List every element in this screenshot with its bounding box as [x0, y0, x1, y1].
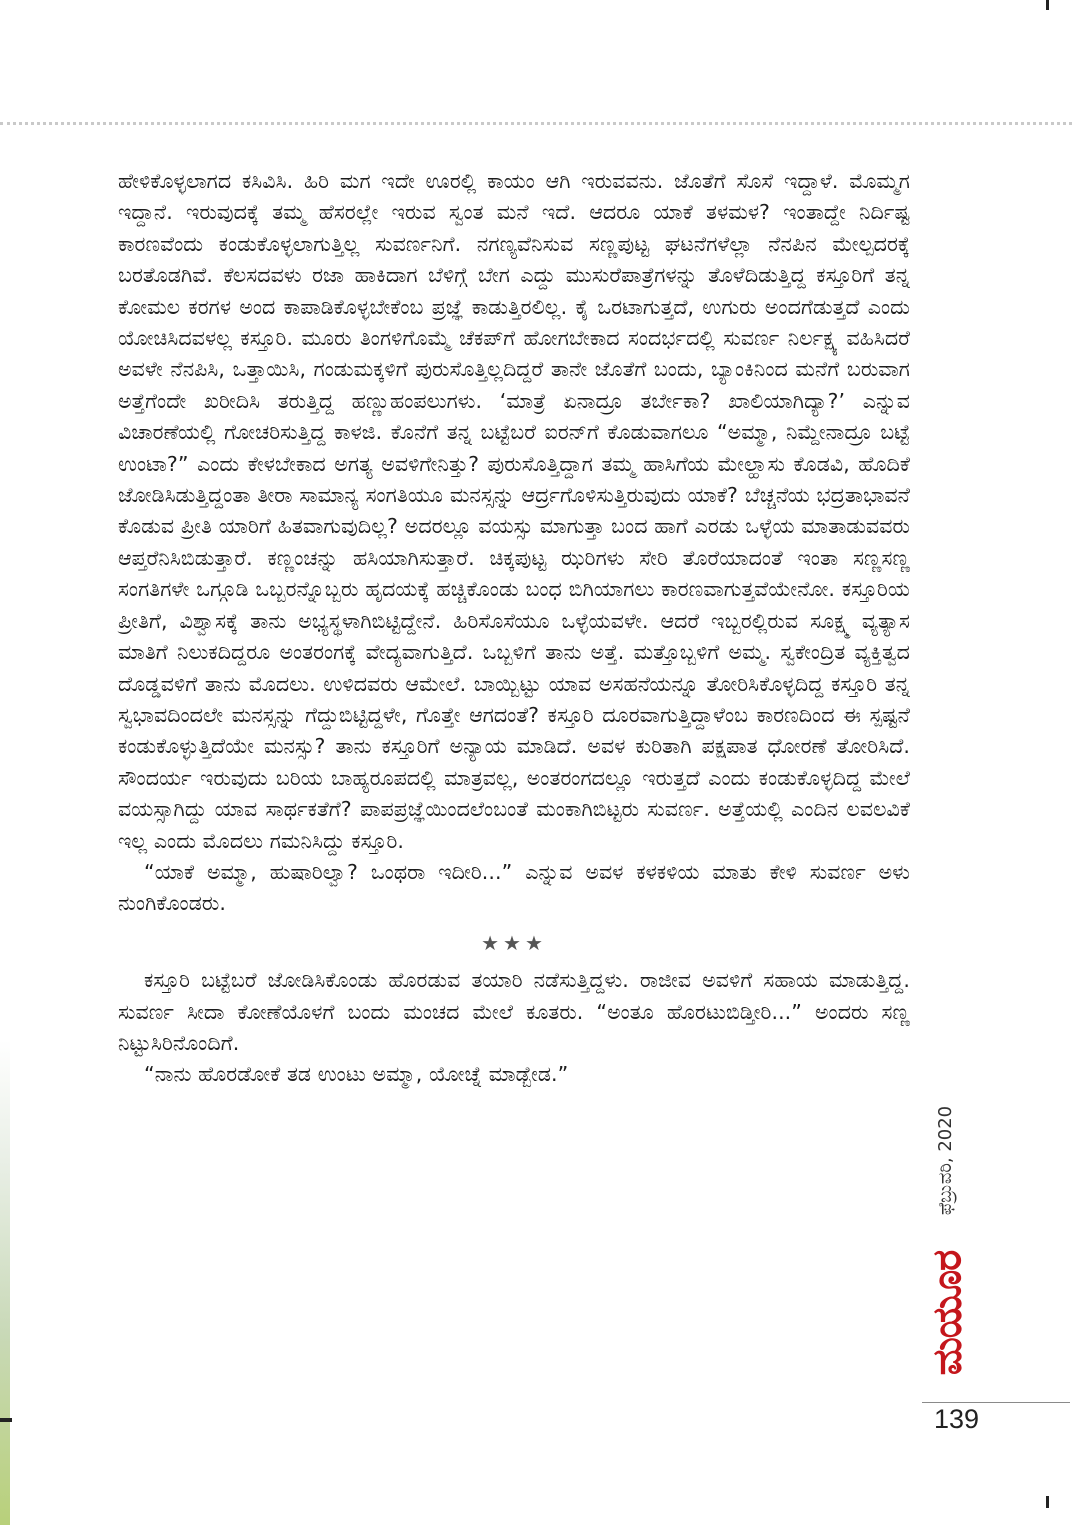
paragraph-3: ಕಸ್ತೂರಿ ಬಟ್ಟೆಬರೆ ಜೋಡಿಸಿಕೊಂಡು ಹೊರಡುವ ತಯಾರಿ ನಡೆಸುತ್ತಿದ್ದಳು. ರಾಜೀವ ಅವಳಿಗೆ ಸಹಾಯ ಮಾಡುತ್ತಿದ್ದ. ಸುವರ್ಣ ಸೀದಾ ಕೋಣೆಯೊಳಗೆ ಬಂದು ಮಂಚದ ಮೇಲೆ ಕೂತರು. “ಅಂತೂ ಹೊರಟುಬಿಡ್ತೀರಿ...” ಅಂದರು ಸಣ್ಣ ನಿಟ್ಟುಸಿರಿನೊಂದಿಗೆ. [118, 968, 910, 1055]
crop-mark-bottom-right [1046, 1496, 1049, 1508]
article-body [118, 166, 910, 1091]
section-break-stars: ★★★ [481, 930, 547, 955]
left-edge-gradient-strip [0, 1040, 10, 1525]
paragraph-4: “ನಾನು ಹೊರಡೋಕೆ ತಡ ಉಂಟು ಅಮ್ಮಾ, ಯೋಚ್ನೆ ಮಾಡ್ಬೇಡ.” [144, 1062, 569, 1087]
paragraph-1: ಹೇಳಿಕೊಳ್ಳಲಾಗದ ಕಸಿವಿಸಿ. ಹಿರಿ ಮಗ ಇದೇ ಊರಲ್ಲಿ ಕಾಯಂ ಆಗಿ ಇರುವವನು. ಜೊತೆಗೆ ಸೊಸೆ ಇದ್ದಾಳೆ. ಮೊಮ್ಮಗ ಇದ್ದಾನೆ. ಇರುವುದಕ್ಕೆ ತಮ್ಮ ಹೆಸರಲ್ಲೇ ಇರುವ ಸ್ವಂತ ಮನೆ ಇದೆ. ಆದರೂ ಯಾಕೆ ತಳಮಳ? ಇಂತಾದ್ದೇ ನಿರ್ದಿಷ್ಟ ಕಾರಣವೆಂದು ಕಂಡುಕೊಳ್ಳಲಾಗುತ್ತಿಲ್ಲ ಸುವರ್ಣನಿಗೆ. ನಗಣ್ಯವೆನಿಸುವ ಸಣ್ಣಪುಟ್ಟ ಘಟನೆಗಳೆಲ್ಲಾ ನೆನಪಿನ ಮೇಲ್ಪದರಕ್ಕೆ ಬರತೊಡಗಿವೆ. ಕೆಲಸದವಳು ರಜಾ ಹಾಕಿದಾಗ ಬೆಳಿಗ್ಗೆ ಬೇಗ ಎದ್ದು ಮುಸುರೆಪಾತ್ರೆಗಳನ್ನು ತೊಳೆದಿಡುತ್ತಿದ್ದ ಕಸ್ತೂರಿಗೆ ತನ್ನ ಕೋಮಲ ಕರಗಳ ಅಂದ ಕಾಪಾಡಿಕೊಳ್ಳಬೇಕೆಂಬ ಪ್ರಜ್ಞೆ ಕಾಡುತ್ತಿರಲಿಲ್ಲ. ಕೈ ಒರಟಾಗುತ್ತದೆ, ಉಗುರು ಅಂದಗೆಡುತ್ತದೆ ಎಂದು ಯೋಚಿಸಿದವಳಲ್ಲ ಕಸ್ತೂರಿ. ಮೂರು ತಿಂಗಳಿಗೊಮ್ಮೆ ಚೆಕಪ್‌ಗೆ ಹೋಗಬೇಕಾದ ಸಂದರ್ಭದಲ್ಲಿ ಸುವರ್ಣ ನಿರ್ಲಕ್ಷ್ಯ ವಹಿಸಿದರೆ ಅವಳೇ ನೆನಪಿಸಿ, ಒತ್ತಾಯಿಸಿ, ಗಂಡುಮಕ್ಕಳಿಗೆ ಪುರುಸೊತ್ತಿಲ್ಲದಿದ್ದರೆ ತಾನೇ ಜೊತೆಗೆ ಬಂದು, ಬ್ಯಾಂಕಿನಿಂದ ಮನೆಗೆ ಬರುವಾಗ ಅತ್ತೆಗೆಂದೇ ಖರೀದಿಸಿ ತರುತ್ತಿದ್ದ ಹಣ್ಣುಹಂಪಲುಗಳು. ‘ಮಾತ್ರೆ ಏನಾದ್ರೂ ತರ್ಬೇಕಾ? ಖಾಲಿಯಾಗಿದ್ಯಾ?’ ಎನ್ನುವ ವಿಚಾರಣೆಯಲ್ಲಿ ಗೋಚರಿಸುತ್ತಿದ್ದ ಕಾಳಜಿ. ಕೊನೆಗೆ ತನ್ನ ಬಟ್ಟೆಬರೆ ಐರನ್‌ಗೆ ಕೊಡುವಾಗಲೂ “ಅಮ್ಮಾ, ನಿಮ್ದೇನಾದ್ರೂ ಬಟ್ಟೆ ಉಂಟಾ?” ಎಂದು ಕೇಳಬೇಕಾದ ಅಗತ್ಯ ಅವಳಿಗೇನಿತ್ತು? ಪುರುಸೊತ್ತಿದ್ದಾಗ ತಮ್ಮ ಹಾಸಿಗೆಯ ಮೇಲ್ಹಾಸು ಕೊಡವಿ, ಹೊದಿಕೆ ಜೋಡಿಸಿಡುತ್ತಿದ್ದಂತಾ ತೀರಾ ಸಾಮಾನ್ಯ ಸಂಗತಿಯೂ ಮನಸ್ಸನ್ನು ಆರ್ದ್ರಗೊಳಿಸುತ್ತಿರುವುದು ಯಾಕೆ? ಬೆಚ್ಚನೆಯ ಭದ್ರತಾಭಾವನೆ ಕೊಡುವ ಪ್ರೀತಿ ಯಾರಿಗೆ ಹಿತವಾಗುವುದಿಲ್ಲ? ಅದರಲ್ಲೂ ವಯಸ್ಸು ಮಾಗುತ್ತಾ ಬಂದ ಹಾಗೆ ಎರಡು ಒಳ್ಳೆಯ ಮಾತಾಡುವವರು ಆಪ್ತರೆನಿಸಿಬಿಡುತ್ತಾರೆ. ಕಣ್ಣಂಚನ್ನು ಹಸಿಯಾಗಿಸುತ್ತಾರೆ. ಚಿಕ್ಕಪುಟ್ಟ ಝರಿಗಳು ಸೇರಿ ತೊರೆಯಾದಂತೆ ಇಂತಾ ಸಣ್ಣಸಣ್ಣ ಸಂಗತಿಗಳೇ ಒಗ್ಗೂಡಿ ಒಬ್ಬರನ್ನೊಬ್ಬರು ಹೃದಯಕ್ಕೆ ಹಚ್ಚಿಕೊಂಡು ಬಂಧ ಬಿಗಿಯಾಗಲು ಕಾರಣವಾಗುತ್ತವೆಯೇನೋ. ಕಸ್ತೂರಿಯ ಪ್ರೀತಿಗೆ, ವಿಶ್ವಾಸಕ್ಕೆ ತಾನು ಅಭ್ಯಸ್ಥಳಾಗಿಬಿಟ್ಟಿದ್ದೇನೆ. ಹಿರಿಸೊಸೆಯೂ ಒಳ್ಳೆಯವಳೇ. ಆದರೆ ಇಬ್ಬರಲ್ಲಿರುವ ಸೂಕ್ಷ್ಮ ವ್ಯತ್ಯಾಸ ಮಾತಿಗೆ ನಿಲುಕದಿದ್ದರೂ ಅಂತರಂಗಕ್ಕೆ ವೇದ್ಯವಾಗುತ್ತಿದೆ. ಒಬ್ಬಳಿಗೆ ತಾನು ಅತ್ತೆ. ಮತ್ತೊಬ್ಬಳಿಗೆ ಅಮ್ಮ. ಸ್ವಕೇಂದ್ರಿತ ವ್ಯಕ್ತಿತ್ವದ ದೊಡ್ಡವಳಿಗೆ ತಾನು ಮೊದಲು. ಉಳಿದವರು ಆಮೇಲೆ. ಬಾಯ್ಬಿಟ್ಟು ಯಾವ ಅಸಹನೆಯನ್ನೂ ತೋರಿಸಿಕೊಳ್ಳದಿದ್ದ ಕಸ್ತೂರಿ ತನ್ನ ಸ್ವಭಾವದಿಂದಲೇ ಮನಸ್ಸನ್ನು ಗೆದ್ದುಬಿಟ್ಟಿದ್ದಳೇ, ಗೊತ್ತೇ ಆಗದಂತೆ? ಕಸ್ತೂರಿ ದೂರವಾಗುತ್ತಿದ್ದಾಳೆಂಬ ಕಾರಣದಿಂದ ಈ ಸ್ಪಷ್ಟನೆ ಕಂಡುಕೊಳ್ಳುತ್ತಿದೆಯೇ ಮನಸ್ಸು? ತಾನು ಕಸ್ತೂರಿಗೆ ಅನ್ಯಾಯ ಮಾಡಿದೆ. ಅವಳ ಕುರಿತಾಗಿ ಪಕ್ಷಪಾತ ಧೋರಣೆ ತೋರಿಸಿದೆ. ಸೌಂದರ್ಯ ಇರುವುದು ಬರಿಯ ಬಾಹ್ಯರೂಪದಲ್ಲಿ ಮಾತ್ರವಲ್ಲ, ಅಂತರಂಗದಲ್ಲೂ ಇರುತ್ತದೆ ಎಂದು ಕಂಡುಕೊಳ್ಳದಿದ್ದ ಮೇಲೆ ವಯಸ್ಸಾಗಿದ್ದು ಯಾವ ಸಾರ್ಥಕತೆಗೆ? ಪಾಪಪ್ರಜ್ಞೆಯಿಂದಲೆಂಬಂತೆ ಮಂಕಾಗಿಬಿಟ್ಟರು ಸುವರ್ಣ. ಅತ್ತೆಯಲ್ಲಿ ಎಂದಿನ ಲವಲವಿಕೆ ಇಲ್ಲ ಎಂದು ಮೊದಲು ಗಮನಿಸಿದ್ದು ಕಸ್ತೂರಿ. [118, 169, 910, 853]
issue-date [926, 1090, 966, 1230]
footer-rule [922, 1402, 1070, 1403]
header-dotted-rule [0, 122, 1072, 125]
issue-date-text: ಫೆಬ್ರುವರಿ, 2020 [935, 1105, 957, 1215]
crop-mark-top-right [1046, 0, 1049, 10]
crop-mark-left [0, 1418, 12, 1422]
magazine-logo [924, 1238, 970, 1388]
page-number: 139 [934, 1404, 980, 1434]
magazine-logo-text: ಮಯೂರ [924, 1250, 970, 1376]
paragraph-2: “ಯಾಕೆ ಅಮ್ಮಾ, ಹುಷಾರಿಲ್ವಾ? ಒಂಥರಾ ಇದೀರಿ...” ಎನ್ನುವ ಅವಳ ಕಳಕಳಿಯ ಮಾತು ಕೇಳಿ ಸುವರ್ಣ ಅಳು ನುಂಗಿಕೊಂಡರು. [118, 859, 910, 916]
